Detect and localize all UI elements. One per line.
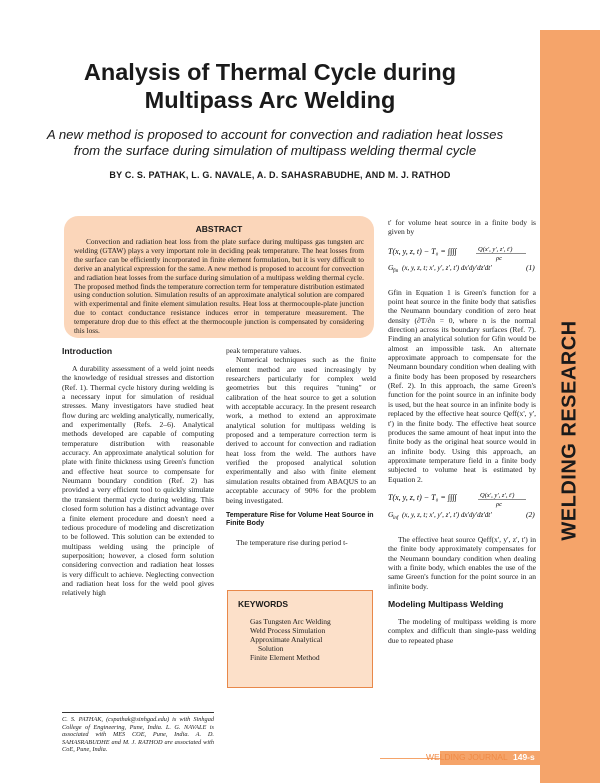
svg-text:T(x, y, z, t) − T₀ = ∫∫∫∫: T(x, y, z, t) − T₀ = ∫∫∫∫: [388, 492, 457, 502]
subtitle-line-2: from the surface during simulation of multipass welding thermal cycle: [73, 142, 477, 158]
svg-text:Q(x', y', z', t'): Q(x', y', z', t'): [480, 491, 515, 499]
keyword-item: Gas Tungsten Arc Welding: [250, 617, 331, 626]
col2-paragraph-1: peak temperature values.: [226, 346, 302, 355]
author-footnote: C. S. PATHAK, (cspathak@sinhgad.edu) is with Sinhgad College of Engineering, Pune, India. L. G. NAVALE is associated with MES COE, Pune, India. A. D. SAHASRABUDHE and M. J. RATHOD are associated with CoE, Pune, India.: [62, 716, 214, 754]
svg-text:ρc: ρc: [496, 500, 503, 508]
column-3: [388, 218, 536, 645]
svg-text:(x, y, z, t; x', y', z', t') d: (x, y, z, t; x', y', z', t') dx'dy'dz'dt': [402, 263, 492, 272]
equation-1-number: (1): [526, 262, 535, 272]
svg-text:inf: inf: [393, 515, 399, 521]
article-title: [40, 58, 500, 114]
column-1: [62, 346, 214, 598]
keyword-item: Approximate Analytical: [250, 635, 323, 644]
svg-text:ρc: ρc: [496, 254, 503, 262]
col3-paragraph-3: The effective heat source Qeff(x', y', z', t') in the finite body approximately compensates for the Neumann boundary condition when dealing with a finite body, which enables the use of the same Green's function for the point source in an infinite body.: [388, 534, 536, 591]
keywords-heading: KEYWORDS: [238, 599, 289, 609]
equation-2: [388, 488, 536, 522]
svg-text:G: G: [388, 509, 394, 519]
svg-text:G: G: [388, 262, 394, 272]
equation-2-number: (2): [526, 509, 535, 519]
abstract-box: [64, 216, 374, 338]
svg-text:fin: fin: [393, 268, 399, 274]
subtitle-line-1: A new method is proposed to account for convection and radiation heat losses: [46, 127, 504, 142]
column-2: [226, 346, 376, 547]
col2-paragraph-3: The temperature rise during period t-: [236, 537, 348, 547]
volume-heat-source-heading: Temperature Rise for Volume Heat Source in Finite Body: [226, 511, 374, 528]
svg-text:T(x, y, z, t) − T₀ = ∫∫∫∫: T(x, y, z, t) − T₀ = ∫∫∫∫: [388, 246, 457, 256]
section-label: [548, 300, 592, 560]
svg-text:(x, y, z, t; x', y', z', t') d: (x, y, z, t; x', y', z', t') dx'dy'dz'dt': [402, 510, 492, 519]
modeling-multipass-heading: Modeling Multipass Welding: [388, 598, 504, 609]
keyword-item: Finite Element Method: [250, 653, 320, 662]
article-subtitle: [40, 127, 510, 158]
section-label-text: WELDING RESEARCH: [558, 319, 581, 541]
introduction-heading: Introduction: [62, 346, 113, 356]
keyword-item: Weld Process Simulation: [250, 626, 326, 635]
col3-paragraph-2: Gfin in Equation 1 is Green's function for a point heat source in the finite body that satisfies the Neumann boundary condition of zero heat density (∂T/∂n = 0, where n is the normal direction) across its boundary surfaces (Ref. 7). Finding an analytical solution for Gfin would be almost an impossible task. An alternate approximate approach to compensate for the Neumann boundary condition when dealing with a finite body has been proposed by researchers (Ref. 2). In this approach, the same Green's function for the point source in an infinite body is used, but the heat source in an infinite body is replaced by the effective heat source Qeff(x', y', t') in the finite body. The effective heat source produces the same amount of heat input into the finite body as the original heat source would in an infinite body. Using this approach, an approximate temperature field in a finite body subjected to volume heat is estimated by Equation 2.: [388, 287, 536, 484]
journal-name: WELDING JOURNAL: [426, 752, 508, 762]
title-line-1: Analysis of Thermal Cycle during: [83, 59, 457, 85]
svg-text:Q(x', y', z', t'): Q(x', y', z', t'): [478, 245, 513, 253]
page-number: 149-s: [513, 752, 535, 762]
col2-paragraph-2: Numerical techniques such as the finite element method are used increasingly by researchers particularly for complex weld geometries but this requires "tuning" or calibration of the heat source to get a solution with acceptable accuracy. In the present research work, a method to extend an approximate analytical solution for multipass welding is proposed and a temperature correction term is derived to account for convection and radiation heat loss from the weld. The authors have verified the proposed analytical solution experimentally and also with finite element simulation results obtained from ABAQUS to an acceptable accuracy of 90% for the problem being investigated.: [226, 355, 376, 505]
footnote-divider: [62, 712, 214, 713]
col3-paragraph-4: The modeling of multipass welding is more complex and difficult than single-pass welding due to repeated phase: [388, 616, 536, 645]
equation-1: [388, 241, 536, 275]
author-byline: BY C. S. PATHAK, L. G. NAVALE, A. D. SAHASRABUDHE, AND M. J. RATHOD: [109, 170, 451, 180]
abstract-heading: ABSTRACT: [195, 224, 243, 234]
keyword-item: Solution: [258, 644, 284, 653]
keywords-box: [227, 590, 373, 688]
introduction-paragraph: A durability assessment of a weld joint needs the knowledge of residual stresses and distortion (Ref. 1). Thermal cycle history during welding is a necessary input for simulation of residual stresses. Many investigators have studied heat flow during arc welding analytically, numerically, and experimentally (Refs. 2–6). Analytical methods developed are capable of computing temperature distribution with reasonable accuracy. An approximate analytical solution for plate with finite thickness using Green's function and effective heat source to compensate for Neumann boundary condition (Ref. 2) has provided a very efficient tool to quickly simulate the transient thermal cycle during welding. This closed form solution has a distinct advantage over a finite element procedure and doesn't need a tedious procedure of modeling and discretization to be followed. This solution can be extended to multipass welding using the principle of superposition; however, a closed form solution considering convection and radiation heat losses is very difficult to achieve. Neglecting convection and radiation heat loss for the weld pool gives relatively high: [62, 364, 214, 598]
title-line-2: Multipass Arc Welding: [144, 87, 396, 113]
abstract-body: Convection and radiation heat loss from the plate surface during multipass gas tungsten arc welding (GTAW) plays a very important role in deciding peak temperature. The heat losses from the surface can be efficiently incorporated in finite element formulation, but it is very difficult to derive an analytical expression for the same. A new method is proposed to account for convection and radiation heat losses from the surface during simulation of a multipass welding thermal cycle. The proposed method finds the temperature correction term for temperature distribution estimated using conduction solution. Simulation results of an approximate analytical solution are compared with experimental and finite element simulation results. Heat loss at thermocouple-plate junction due to contact conductance resistance induces error in temperature measurement. The temperature drop due to this effect at the thermocouple junction is compensated by considering this loss.: [74, 237, 364, 336]
col3-paragraph-1: t' for volume heat source in a finite body is given by: [388, 218, 536, 237]
